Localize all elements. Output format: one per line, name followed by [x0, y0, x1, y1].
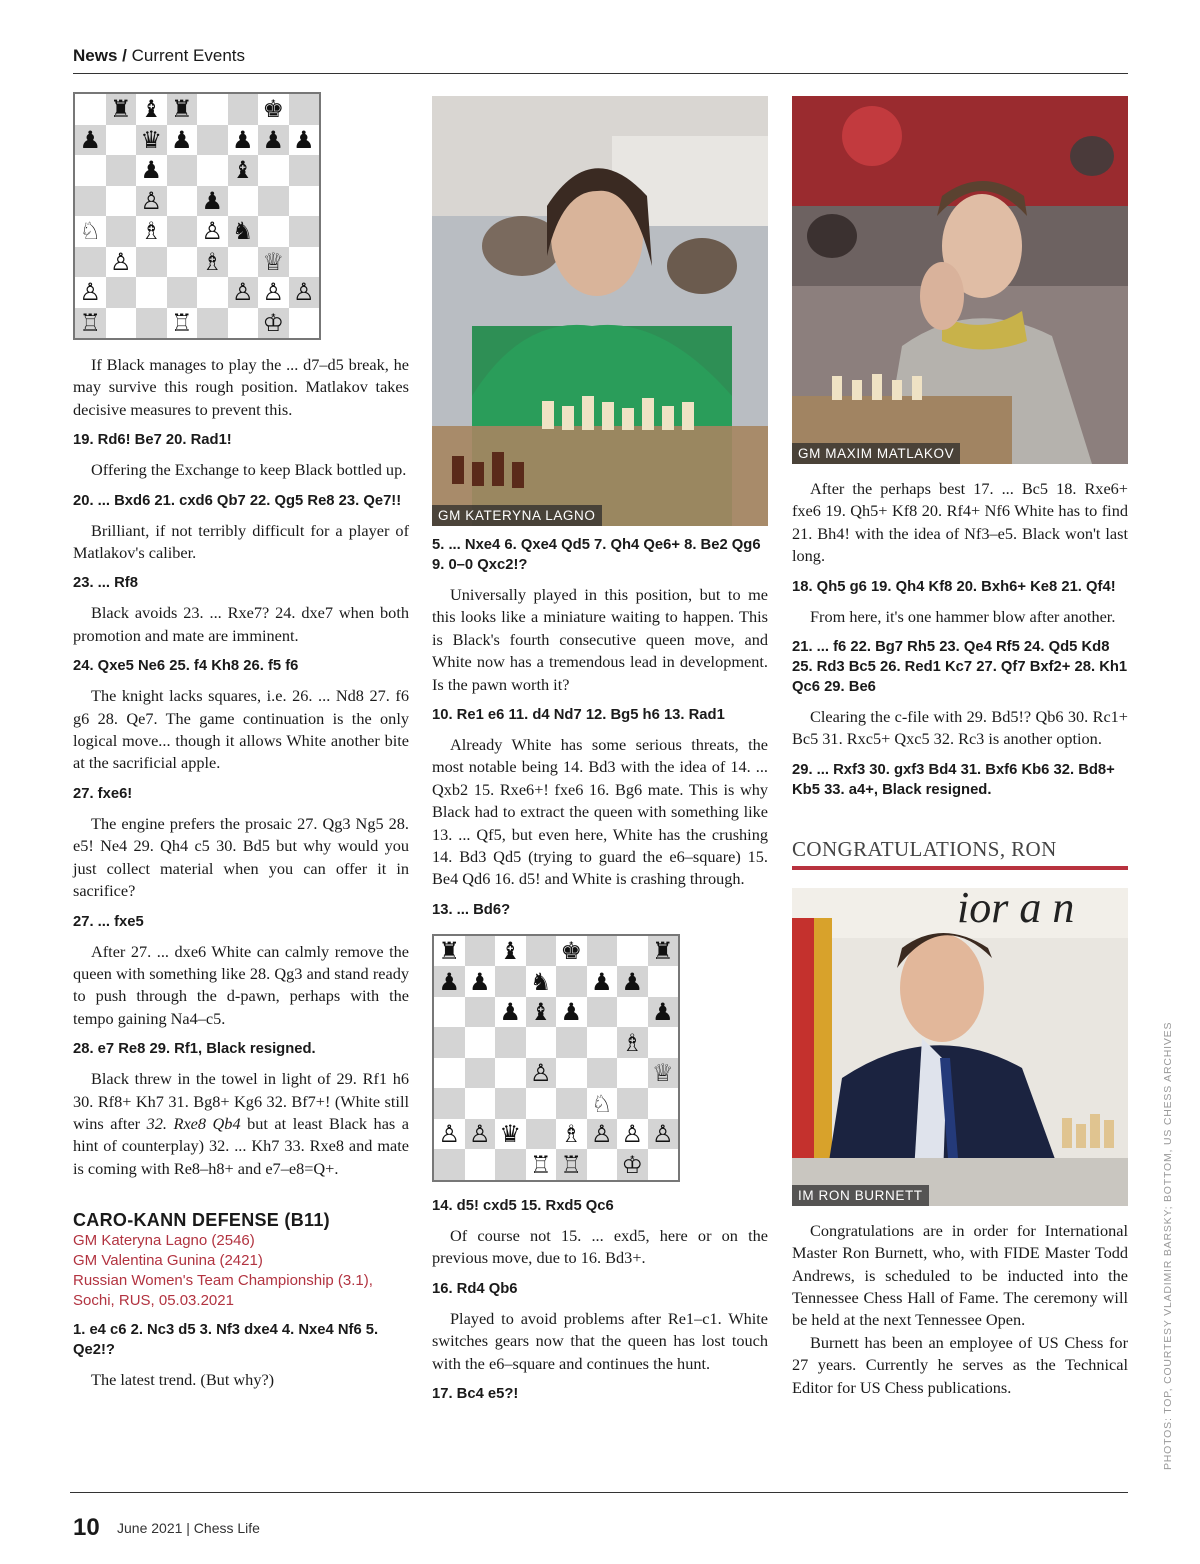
board-square [495, 1119, 526, 1150]
photo-burnett [792, 888, 1128, 1206]
black-pawn-icon: ♟ [560, 998, 582, 1027]
board-square [587, 1119, 618, 1150]
photo-caption: GM KATERYNA LAGNO [432, 505, 602, 526]
board-square [75, 216, 106, 247]
board-square [587, 1058, 618, 1089]
board-square [75, 94, 106, 125]
board-square [434, 1119, 465, 1150]
board-square [228, 308, 259, 339]
board-square [465, 966, 496, 997]
board-square [106, 186, 137, 217]
board-square [106, 94, 137, 125]
board-square [136, 216, 167, 247]
black-queen-icon: ♛ [499, 1120, 521, 1149]
italic-text: 32. Rxe8 Qb4 [146, 1113, 241, 1133]
paragraph: After 27. ... dxe6 White can calmly remove the queen with something like 28. Qg3 and stand ready to push through the d-pawn, perhaps with the tempo gaining Na4–c5. [73, 941, 409, 1028]
white-pawn-icon: ♙ [651, 1120, 674, 1149]
black-pawn-icon: ♟ [651, 998, 674, 1027]
paragraph: The latest trend. (But why?) [91, 1370, 275, 1390]
move-text: 1. e4 c6 2. Nc3 d5 3. Nf3 dxe4 4. Nxe4 Nf6 5. Qe2!? [73, 1322, 379, 1359]
board-square [258, 216, 289, 247]
board-square [136, 308, 167, 339]
black-rook-icon: ♜ [438, 937, 460, 966]
paragraph: Burnett has been an employee of US Chess for 27 years. Currently he serves as the Technical Editor for US Chess publications. [792, 1332, 1128, 1397]
subsection-name: Current Events [131, 46, 246, 65]
board-square [495, 1058, 526, 1089]
board-square [495, 1149, 526, 1180]
board-square [465, 1149, 496, 1180]
board-square [648, 966, 679, 997]
black-pawn-icon: ♟ [499, 998, 521, 1027]
board-square [495, 966, 526, 997]
board-square [434, 966, 465, 997]
board-square [556, 1088, 587, 1119]
board-square [434, 1058, 465, 1089]
black-bishop-icon: ♝ [231, 156, 254, 185]
photo-lagno [432, 96, 768, 526]
white-bishop-icon: ♗ [560, 1120, 582, 1149]
board-square [526, 997, 557, 1028]
black-rook-icon: ♜ [651, 937, 674, 966]
move-text: 29. ... Rxf3 30. gxf3 Bd4 31. Bxf6 Kb6 32. Bd8+ Kb5 33. a4+, Black resigned. [792, 761, 1115, 798]
white-pawn-icon: ♙ [529, 1059, 552, 1088]
black-knight-icon: ♞ [529, 967, 552, 996]
board-square [136, 247, 167, 278]
white-player: GM Kateryna Lagno (2546) [73, 1232, 255, 1250]
board-square [197, 94, 228, 125]
board-square [258, 277, 289, 308]
board-square [434, 1149, 465, 1180]
board-square [526, 936, 557, 967]
board-square [106, 247, 137, 278]
black-pawn-icon: ♟ [468, 967, 491, 996]
board-square [495, 1027, 526, 1058]
board-square [648, 1149, 679, 1180]
board-square [648, 1058, 679, 1089]
black-bishop-icon: ♝ [529, 998, 552, 1027]
board-square [197, 186, 228, 217]
white-pawn-icon: ♙ [79, 278, 101, 307]
paragraph: Universally played in this position, but to me this looks like a miniature waiting to happen. This is Black's fourth consecutive queen move, and White now has a tremendous lead in development. Is the pawn worth it? [432, 585, 768, 694]
board-square [106, 125, 137, 156]
board-square [495, 936, 526, 967]
move-text: 21. ... f6 22. Bg7 Rh5 23. Qe4 Rf5 24. Qd5 Kd8 25. Rd3 Bc5 26. Red1 Kc7 27. Qf7 Bxf2+ 28. Kh1 Qc6 29. Be6 [792, 639, 1128, 696]
white-pawn-icon: ♙ [468, 1120, 491, 1149]
board-square [587, 966, 618, 997]
board-square [197, 277, 228, 308]
white-pawn-icon: ♙ [292, 278, 315, 307]
board-square [167, 186, 198, 217]
photo-burnett-image [792, 888, 1128, 1206]
board-square [289, 277, 320, 308]
white-rook-icon: ♖ [170, 308, 193, 337]
black-pawn-icon: ♟ [292, 125, 315, 154]
board-square [617, 1119, 648, 1150]
board-square [495, 997, 526, 1028]
board-square [526, 1149, 557, 1180]
board-square [228, 125, 259, 156]
board-square [587, 1149, 618, 1180]
photo-matlakov-image [792, 96, 1128, 464]
board-square [617, 1027, 648, 1058]
board-square [526, 966, 557, 997]
board-square [587, 936, 618, 967]
white-pawn-icon: ♙ [262, 278, 284, 307]
board-square [617, 1058, 648, 1089]
paragraph: If Black manages to play the ... d7–d5 break, he may survive this rough position. Matlakov takes decisive measures to prevent this. [73, 355, 409, 419]
photo-caption: GM MAXIM MATLAKOV [792, 443, 960, 464]
board-square [167, 277, 198, 308]
move-text: 20. ... Bxd6 21. cxd6 Qb7 22. Qg5 Re8 23. Qe7!! [73, 492, 402, 509]
board-square [106, 308, 137, 339]
board-square [587, 1088, 618, 1119]
board-square [106, 155, 137, 186]
board-square [617, 1088, 648, 1119]
paragraph: Offering the Exchange to keep Black bottled up. [91, 460, 407, 480]
board-square [434, 997, 465, 1028]
paragraph: Brilliant, if not terribly difficult for a player of Matlakov's caliber. [73, 520, 409, 563]
board-square [197, 308, 228, 339]
white-pawn-icon: ♙ [140, 186, 162, 215]
chess-diagram-2 [432, 934, 680, 1182]
black-pawn-icon: ♟ [621, 967, 643, 996]
move-text: 27. fxe6! [73, 785, 133, 802]
board-square [617, 936, 648, 967]
board-square [167, 216, 198, 247]
paragraph: The knight lacks squares, i.e. 26. ... Nd8 27. f6 g6 28. Qe7. The game continuation is the only logical move... though it allows White another bite at the sacrificial apple. [73, 686, 409, 773]
board-square [228, 247, 259, 278]
board-square [258, 308, 289, 339]
move-text: 24. Qxe5 Ne6 25. f4 Kh8 26. f5 f6 [73, 658, 299, 675]
board-square [617, 966, 648, 997]
white-pawn-icon: ♙ [201, 217, 223, 246]
move-text: 13. ... Bd6? [432, 901, 511, 918]
paragraph [73, 1068, 409, 1180]
white-pawn-icon: ♙ [231, 278, 254, 307]
board-square [556, 1119, 587, 1150]
white-king-icon: ♔ [262, 308, 284, 337]
game-title: CARO-KANN DEFENSE (B11) [73, 1210, 330, 1231]
white-pawn-icon: ♙ [109, 247, 132, 276]
black-pawn-icon: ♟ [79, 125, 101, 154]
board-square [167, 308, 198, 339]
white-pawn-icon: ♙ [438, 1120, 460, 1149]
board-square [434, 1088, 465, 1119]
column-2 [432, 92, 768, 1413]
board-square [136, 186, 167, 217]
photo-credit: PHOTOS: TOP, COURTESY VLADIMIR BARSKY; BOTTOM, US CHESS ARCHIVES [1162, 1021, 1174, 1470]
move-text: 16. Rd4 Qb6 [432, 1280, 518, 1297]
black-player: GM Valentina Gunina (2421) [73, 1252, 263, 1270]
board-square [228, 94, 259, 125]
board-square [648, 1119, 679, 1150]
board-square [75, 277, 106, 308]
board-square [289, 216, 320, 247]
black-knight-icon: ♞ [231, 217, 254, 246]
board-square [258, 155, 289, 186]
move-text: 18. Qh5 g6 19. Qh4 Kf8 20. Bxh6+ Ke8 21. Qf4! [792, 578, 1116, 595]
board-square [556, 997, 587, 1028]
white-knight-icon: ♘ [590, 1089, 613, 1118]
white-bishop-icon: ♗ [621, 1028, 643, 1057]
board-square [136, 94, 167, 125]
board-square [136, 277, 167, 308]
board-square [495, 1088, 526, 1119]
footer-text: June 2021 | Chess Life [117, 1520, 260, 1536]
header-separator: / [122, 46, 127, 65]
black-rook-icon: ♜ [109, 95, 132, 124]
board-square [556, 1149, 587, 1180]
board-square [526, 1058, 557, 1089]
paragraph: Already White has some serious threats, the most notable being 14. Bd3 with the idea of 14. ... Qxb2 15. Rxe6+! fxe6 16. Bg6 mate. This is why Black had to extract the queen with something like 13. ... Qf5, but even here, White has the crushing 14. Bd3 Qd5 (trying to guard the e6–square) 15. Be4 Qd6 16. d5! and White is crashing through. [432, 735, 768, 889]
black-pawn-icon: ♟ [170, 125, 193, 154]
board-square [556, 1058, 587, 1089]
board-square [587, 1027, 618, 1058]
board-square [465, 997, 496, 1028]
paragraph: The engine prefers the prosaic 27. Qg3 Ng5 28. e5! Ne4 29. Qh4 c5 30. Bd5 but why would you just collect material when you can offer it in sacrifice? [73, 813, 409, 901]
board-square [106, 216, 137, 247]
black-rook-icon: ♜ [170, 95, 193, 124]
board-square [258, 94, 289, 125]
board-square [289, 125, 320, 156]
section-name: News [73, 46, 118, 65]
board-square [556, 966, 587, 997]
board-square [465, 936, 496, 967]
move-text: 17. Bc4 e5?! [432, 1385, 519, 1402]
banner-text: ior a n [957, 887, 1075, 932]
board-square [258, 247, 289, 278]
board-square [289, 186, 320, 217]
black-bishop-icon: ♝ [499, 937, 521, 966]
section-heading: CONGRATULATIONS, RON [792, 837, 1128, 870]
paragraph: Of course not 15. ... exd5, here or on the previous move, due to 16. Bd3+. [432, 1225, 768, 1268]
white-rook-icon: ♖ [79, 308, 101, 337]
board-square [526, 1119, 557, 1150]
board-square [526, 1027, 557, 1058]
board-square [258, 125, 289, 156]
page-number: 10 [73, 1514, 100, 1541]
board-square [136, 155, 167, 186]
black-pawn-icon: ♟ [262, 125, 284, 154]
board-square [228, 155, 259, 186]
paragraph: After the perhaps best 17. ... Bc5 18. Rxe6+ fxe6 19. Qh5+ Kf8 20. Rf4+ Nf6 White has to find 21. Bh4! with the idea of Nf3–e5. Black won't last long. [792, 479, 1128, 566]
black-king-icon: ♚ [262, 95, 284, 124]
board-square [465, 1027, 496, 1058]
black-king-icon: ♚ [560, 937, 582, 966]
board-square [197, 125, 228, 156]
board-square [197, 247, 228, 278]
board-square [648, 1027, 679, 1058]
board-square [648, 936, 679, 967]
board-square [465, 1088, 496, 1119]
paragraph: Played to avoid problems after Re1–c1. White switches gears now that the queen has lost touch with the e6–square and continues the hunt. [432, 1308, 768, 1373]
black-pawn-icon: ♟ [590, 967, 613, 996]
column-3 [792, 92, 1128, 1399]
footer-rule [70, 1492, 1128, 1493]
white-bishop-icon: ♗ [201, 247, 223, 276]
board-square [289, 94, 320, 125]
board-square [197, 216, 228, 247]
board-square [75, 247, 106, 278]
white-rook-icon: ♖ [529, 1150, 552, 1179]
text-run: Black threw in the towel in light of 29. Rf1 h6 30. Rf8+ Kh7 31. Bg8+ Kg6 32. Bf7+! (White still wins after [73, 1069, 409, 1133]
board-square [289, 247, 320, 278]
board-square [167, 125, 198, 156]
board-square [434, 936, 465, 967]
black-pawn-icon: ♟ [201, 186, 223, 215]
page-header [73, 46, 1128, 74]
board-square [228, 277, 259, 308]
white-rook-icon: ♖ [560, 1150, 582, 1179]
board-square [106, 277, 137, 308]
white-queen-icon: ♕ [262, 247, 284, 276]
photo-lagno-image [432, 96, 768, 526]
board-square [258, 186, 289, 217]
board-square [648, 1088, 679, 1119]
board-square [136, 125, 167, 156]
move-text: 28. e7 Re8 29. Rf1, Black resigned. [73, 1041, 316, 1058]
move-text: 10. Re1 e6 11. d4 Nd7 12. Bg5 h6 13. Rad1 [432, 707, 725, 724]
photo-matlakov [792, 96, 1128, 464]
move-text: 23. ... Rf8 [73, 575, 138, 592]
board-square [556, 936, 587, 967]
board-square [617, 997, 648, 1028]
black-queen-icon: ♛ [140, 125, 162, 154]
black-bishop-icon: ♝ [140, 95, 162, 124]
paragraph: Black avoids 23. ... Rxe7? 24. dxe7 when both promotion and mate are imminent. [73, 603, 409, 645]
white-queen-icon: ♕ [651, 1059, 674, 1088]
text-run: but at least Black has a hint of counterplay) 32. ... Kh7 33. Rxe8 and mate is coming with Re8–h8+ and e7–e8=Q+. [73, 1113, 410, 1178]
board-square [289, 155, 320, 186]
paragraph: Clearing the c-file with 29. Bd5!? Qb6 30. Rc1+ Bc5 31. Rxc5+ Qxc5 32. Rc3 is another option. [792, 707, 1128, 749]
black-pawn-icon: ♟ [231, 125, 254, 154]
board-square [465, 1119, 496, 1150]
photo-caption: IM RON BURNETT [792, 1185, 929, 1206]
board-square [75, 155, 106, 186]
board-square [75, 308, 106, 339]
black-pawn-icon: ♟ [438, 967, 460, 996]
black-pawn-icon: ♟ [140, 156, 162, 185]
column-1 [73, 92, 409, 1392]
white-knight-icon: ♘ [79, 217, 101, 246]
board-square [587, 997, 618, 1028]
white-pawn-icon: ♙ [621, 1120, 643, 1149]
paragraph: From here, it's one hammer blow after another. [810, 606, 1116, 626]
paragraph: Congratulations are in order for International Master Ron Burnett, who, with FIDE Master Todd Andrews, is scheduled to be inducted into the Tennessee Chess Hall of Fame. The ceremony will be held at the next Tennessee Open. [792, 1220, 1128, 1330]
event-info: Russian Women's Team Championship (3.1), Sochi, RUS, 05.03.2021 [73, 1272, 373, 1310]
board-square [434, 1027, 465, 1058]
board-square [228, 216, 259, 247]
move-text: 19. Rd6! Be7 20. Rad1! [73, 432, 232, 449]
board-square [526, 1088, 557, 1119]
board-square [556, 1027, 587, 1058]
move-text: 27. ... fxe5 [73, 913, 144, 930]
board-square [289, 308, 320, 339]
board-square [197, 155, 228, 186]
board-square [617, 1149, 648, 1180]
move-text: 5. ... Nxe4 6. Qxe4 Qd5 7. Qh4 Qe6+ 8. Be2 Qg6 9. 0–0 Qxc2!? [432, 537, 761, 573]
white-king-icon: ♔ [621, 1150, 643, 1179]
board-square [465, 1058, 496, 1089]
board-square [75, 125, 106, 156]
move-text: 14. d5! cxd5 15. Rxd5 Qc6 [432, 1197, 614, 1214]
chess-diagram-1 [73, 92, 321, 340]
board-square [167, 94, 198, 125]
board-square [648, 997, 679, 1028]
board-square [75, 186, 106, 217]
white-pawn-icon: ♙ [590, 1120, 613, 1149]
board-square [228, 186, 259, 217]
board-square [167, 247, 198, 278]
white-bishop-icon: ♗ [140, 217, 162, 246]
board-square [167, 155, 198, 186]
